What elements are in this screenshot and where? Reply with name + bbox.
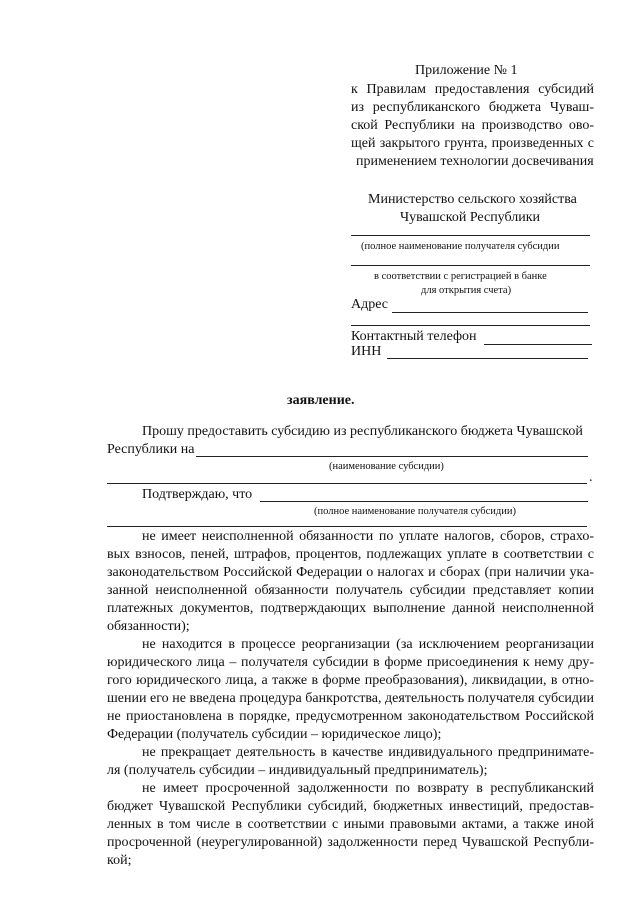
- confirm-text: Подтверждаю, что: [142, 487, 253, 502]
- phone-label: Контактный телефон: [351, 329, 477, 344]
- condition-line: гого юридического лица, а также в форме преобразования), ликвидации, в отно-: [107, 673, 594, 688]
- condition-line: Федерации (получатель субсидии – юридическое лицо);: [107, 727, 442, 742]
- condition-line: ля (получатель субсидии – индивидуальный предприниматель);: [107, 763, 488, 778]
- recipient-caption: (полное наименование получателя субсидии): [314, 506, 516, 517]
- condition-line: занной неисполненной обязанности получатель субсидии представляет копии: [107, 583, 594, 598]
- recipient-caption: (полное наименование получателя субсидии: [361, 241, 560, 252]
- condition-line: юридического лица – получателя субсидии в форме присоединения к нему дру-: [107, 655, 594, 670]
- condition-line: бюджет Чувашской Республики субсидий, бюджетных инвестиций, предостав-: [107, 799, 594, 814]
- recipient-name-line: [351, 235, 590, 236]
- recipient-caption: в соответствии с регистрацией в банке: [374, 271, 547, 282]
- condition-line: вых взносов, пеней, штрафов, процентов, подлежащих уплате в соответствии с: [107, 547, 594, 562]
- condition-line: не имеет просроченной задолженности по возврату в республиканский: [142, 781, 594, 796]
- recipient-name-line: [107, 526, 587, 527]
- appendix-title: Приложение № 1: [415, 63, 518, 78]
- condition-line: обязанности);: [107, 619, 190, 634]
- appendix-line: применением технологии досвечивания: [356, 154, 594, 169]
- condition-line: ленных в том числе в соответствии с иными правовыми актами, а также иной: [107, 817, 594, 832]
- appendix-line: из республиканского бюджета Чуваш-: [351, 100, 594, 115]
- inn-label: ИНН: [351, 344, 382, 359]
- address-field-line: [392, 312, 588, 313]
- condition-line: кой;: [107, 853, 132, 868]
- recipient-name-line: [260, 501, 588, 502]
- request-text: Прошу предоставить субсидию из республиканского бюджета Чувашской: [142, 424, 583, 439]
- recipient-caption: для открытия счета): [421, 285, 512, 296]
- condition-line: не имеет неисполненной обязанности по уплате налогов, сборов, страхо-: [142, 529, 594, 544]
- recipient-name-line: [351, 265, 590, 266]
- phone-field-line: [484, 344, 592, 345]
- condition-line: законодательством Российской Федерации о налогах и сборах (при наличии ука-: [107, 565, 594, 580]
- document-heading: заявление.: [287, 393, 355, 408]
- appendix-line: ской Республики на производство ово-: [351, 118, 594, 133]
- address-field-line: [351, 325, 590, 326]
- subsidy-name-line: [107, 483, 587, 484]
- request-text: Республики на: [107, 442, 195, 457]
- condition-line: просроченной (неурегулированной) задолженности перед Чувашской Республи-: [107, 835, 594, 850]
- condition-line: платежных документов, подтверждающих выполнение данной неисполненной: [107, 601, 594, 616]
- condition-line: не находится в процессе реорганизации (за исключением реорганизации: [142, 637, 594, 652]
- appendix-line: к Правилам предоставления субсидий: [351, 82, 594, 97]
- subsidy-caption: (наименование субсидии): [329, 461, 444, 472]
- ministry-name: Чувашской Республики: [400, 210, 541, 225]
- subsidy-name-line: [196, 456, 588, 457]
- line-end-period: .: [589, 470, 593, 485]
- inn-field-line: [387, 358, 588, 359]
- ministry-name: Министерство сельского хозяйства: [368, 192, 577, 207]
- condition-line: не прекращает деятельность в качестве индивидуального предпринимате-: [142, 745, 594, 760]
- address-label: Адрес: [351, 297, 389, 312]
- condition-line: шении его не введена процедура банкротства, деятельность получателя субсидии: [107, 691, 594, 706]
- condition-line: не приостановлена в порядке, предусмотренном законодательством Российской: [107, 709, 594, 724]
- appendix-line: щей закрытого грунта, произведенных с: [351, 136, 594, 151]
